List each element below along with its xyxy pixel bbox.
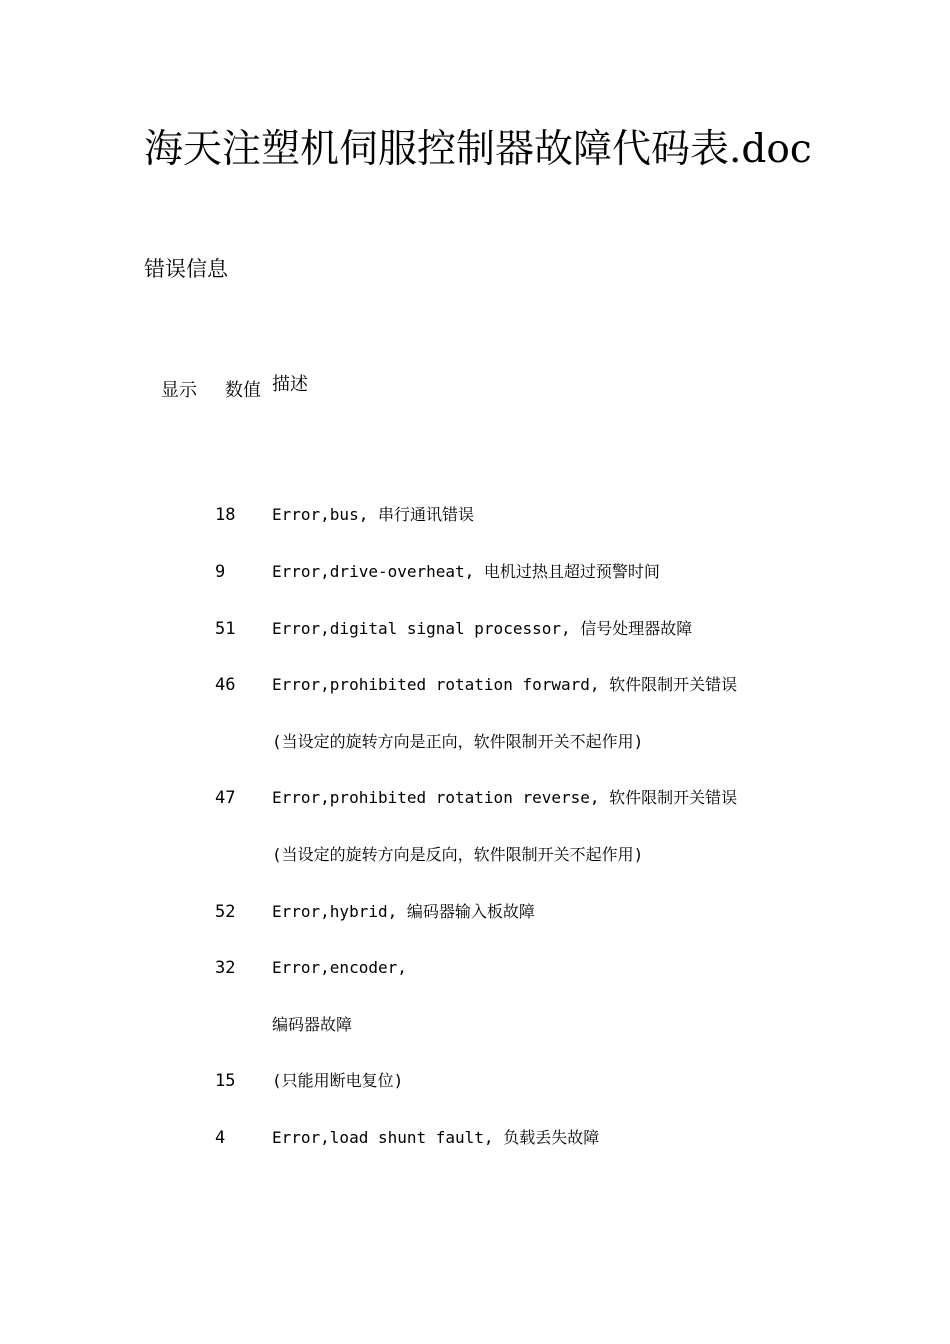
- error-code: 52: [215, 902, 236, 922]
- table-row: [0, 614, 950, 644]
- error-code: 9: [215, 562, 226, 582]
- error-code: 32: [215, 958, 236, 978]
- error-code: 47: [215, 788, 236, 808]
- error-description: Error,encoder,: [272, 958, 407, 977]
- error-description: (当设定的旋转方向是正向，软件限制开关不起作用): [272, 732, 644, 751]
- header-display: 显示: [161, 380, 197, 401]
- table-row: [0, 1066, 950, 1096]
- error-description: Error,prohibited rotation forward, 软件限制开关错误: [272, 675, 738, 694]
- document-title: 海天注塑机伺服控制器故障代码表.doc: [144, 127, 812, 172]
- table-row: [0, 557, 950, 587]
- error-description: Error,hybrid, 编码器输入板故障: [272, 902, 535, 921]
- error-code: 18: [215, 505, 236, 525]
- table-row: [0, 1123, 950, 1153]
- error-description: (只能用断电复位): [272, 1071, 404, 1090]
- table-row: [0, 727, 950, 757]
- header-value: 数值: [225, 380, 261, 401]
- error-description: (当设定的旋转方向是反向，软件限制开关不起作用): [272, 845, 644, 864]
- error-code: 4: [215, 1128, 226, 1148]
- table-row: [0, 953, 950, 983]
- table-row: [0, 897, 950, 927]
- error-description: Error,digital signal processor, 信号处理器故障: [272, 619, 693, 638]
- error-code: 51: [215, 619, 236, 639]
- error-code: 15: [215, 1071, 236, 1091]
- error-description: Error,bus, 串行通讯错误: [272, 505, 474, 524]
- table-row: [0, 840, 950, 870]
- error-description: 编码器故障: [272, 1015, 353, 1034]
- table-row: [0, 670, 950, 700]
- table-row: [0, 783, 950, 813]
- header-description: 描述: [272, 374, 308, 395]
- table-row: [0, 1010, 950, 1040]
- error-code: 46: [215, 675, 236, 695]
- error-description: Error,drive-overheat, 电机过热且超过预警时间: [272, 562, 660, 581]
- error-description: Error,prohibited rotation reverse, 软件限制开关错误: [272, 788, 738, 807]
- table-row: [0, 500, 950, 530]
- error-description: Error,load shunt fault, 负载丢失故障: [272, 1128, 600, 1147]
- section-heading: 错误信息: [144, 257, 228, 281]
